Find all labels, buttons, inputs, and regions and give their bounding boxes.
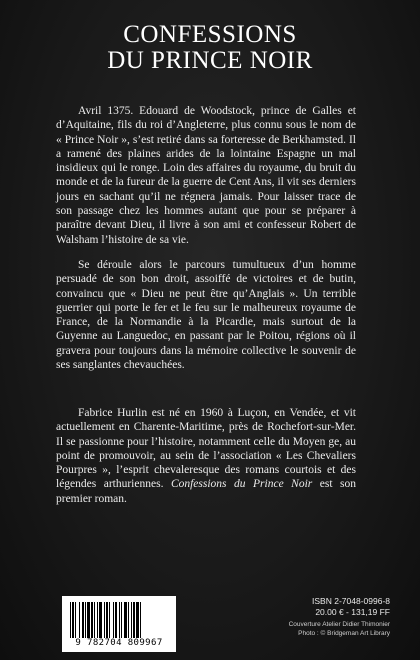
photo-credit: Photo : © Bridgeman Art Library — [298, 630, 390, 637]
isbn: ISBN 2-7048-0996-8 — [312, 596, 390, 606]
publishing-info — [220, 596, 390, 638]
author-bio-book-title: Confessions du Prince Noir — [170, 478, 313, 491]
book-title — [0, 22, 420, 74]
synopsis — [56, 104, 356, 372]
price: 20.00 € - 131,19 FF — [315, 607, 390, 617]
synopsis-paragraph-2: Se déroule alors le parcours tumultueux d’un homme persuadé de son bon droit, assoiffé de victoires et de butin, convaincu que « Dieu ne peut être qu’Anglais ». Un terrible guerrier qui porte le fer et le feu sur le malheureux royaume de France, de la Normandie à la Picardie, mais surtout de la Guyenne au Languedoc, en passant par le Poitou, régions où il gravera pour toujours dans la mémoire collective le souvenir de ses sanglantes chevauchées. — [56, 258, 356, 372]
credits — [220, 620, 390, 638]
author-bio-text: Fabrice Hurlin est né en 1960 à Luçon, en Vendée, et vit actuellement en Charente-Maritime, près de Rochefort-sur-Mer. Il se passionne pour l’histoire, notamment celle du Moyen ge, au point de promouvoir, au sein de l’association « Les Chevaliers Pourpres », l’esprit chevaleresque des romans courtois et des légendes arthuriennes. — [56, 407, 356, 491]
author-bio-paragraph — [56, 406, 356, 506]
author-bio-text-end: est son premier roman. — [56, 478, 357, 505]
barcode-digits: 9 782704 809967 — [75, 638, 163, 648]
synopsis-paragraph-1: Avril 1375. Edouard de Woodstock, prince de Galles et d’Aquitaine, fils du roi d’Angleterre, plus connu sous le nom de « Prince Noir », s’est retiré dans sa forteresse de Berkhamsted. Il a ramené des plaines arides de la lointaine Espagne un mal insidieux qui le ronge. Loin des affaires du royaume, du bruit du monde et de la fureur de la guerre de Cent Ans, il vit ses derniers jours en sachant qu’il ne régnera jamais. Pour laisser trace de son passage chez les hommes autant que pour se préparer à paraître devant Dieu, il livre à son ami et confesseur Robert de Walsham l’histoire de sa vie. — [56, 105, 356, 246]
title-line-2: DU PRINCE NOIR — [107, 47, 313, 74]
author-bio — [56, 406, 356, 506]
barcode — [62, 596, 176, 652]
cover-credit: Couverture Atelier Didier Thimonier — [288, 621, 390, 628]
title-line-1: CONFESSIONS — [123, 21, 297, 48]
barcode-bars — [70, 602, 168, 638]
